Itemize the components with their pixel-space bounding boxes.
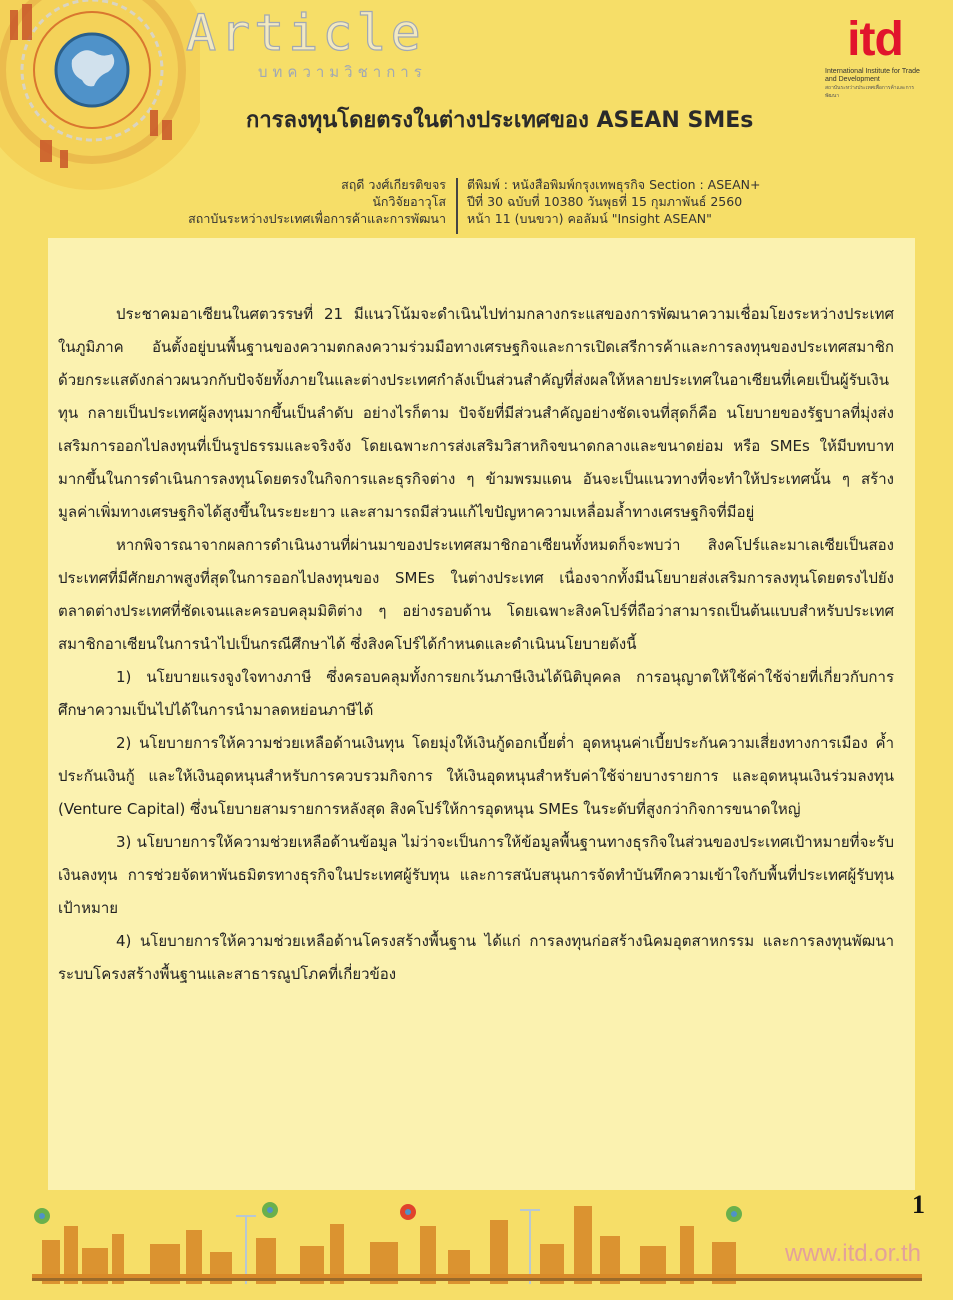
body-paragraph: 1) นโยบายแรงจูงใจทางภาษี ซึ่งครอบคลุมทั้งการยกเว้นภาษีเงินได้นิติบุคคล การอนุญาตให้ใช้ค่าใช้จ่ายที่เกี่ยวกับการศึกษาความเป็นไปได้ในการนำมาลดหย่อนภาษีได้ xyxy=(58,668,894,719)
source-line-3: หน้า 11 (บนขวา) คอลัมน์ "Insight ASEAN" xyxy=(467,211,712,226)
page-title: การลงทุนโดยตรงในต่างประเทศของ ASEAN SMEs xyxy=(246,108,754,133)
body-paragraph: 2) นโยบายการให้ความช่วยเหลือด้านเงินทุน โดยมุ่งให้เงินกู้ดอกเบี้ยต่ำ อุดหนุนค่าเบี้ยประกันความเสี่ยงทางการเมือง ค้ำประกันเงินกู้ และให้เงินอุดหนุนสำหรับการควบรวมกิจการ ให้เงินอุดหนุนสำหรับค่าใช้จ่ายบางรายการ และอุดหนุนเงินร่วมลงทุน (Venture Capital) ซึ่งนโยบายสามรายการหลังสุด สิงคโปร์ให้การอุดหนุน SMEs ในระดับที่สูงกว่ากิจการขนาดใหญ่ xyxy=(58,734,894,818)
author-position: นักวิจัยอาวุโส xyxy=(372,194,446,209)
logo-wordmark: itd xyxy=(847,13,903,66)
author-organization: สถาบันระหว่างประเทศเพื่อการค้าและการพัฒนา xyxy=(188,211,446,226)
logo-subtitle: International Institute for Trade and Development xyxy=(825,68,920,83)
author-name: สฤดี วงศ์เกียรติขจร xyxy=(341,177,446,192)
byline-divider xyxy=(456,178,458,234)
website-link[interactable]: www.itd.or.th xyxy=(784,1240,921,1267)
article-body xyxy=(58,298,894,991)
corner-globe-decoration xyxy=(0,0,200,190)
byline xyxy=(120,176,446,227)
body-paragraph: 4) นโยบายการให้ความช่วยเหลือด้านโครงสร้างพื้นฐาน ได้แก่ การลงทุนก่อสร้างนิคมอุตสาหกรรม และการลงทุนพัฒนาระบบโครงสร้างพื้นฐานและสาธารณูปโภคที่เกี่ยวข้อง xyxy=(58,932,894,983)
article-heading-word: Article xyxy=(186,4,425,62)
page-number: 1 xyxy=(912,1190,925,1219)
publication-source xyxy=(467,176,927,227)
logo-tagline: สถาบันระหว่างประเทศเพื่อการค้าและการพัฒนา xyxy=(825,85,915,99)
body-paragraph: หากพิจารณาจากผลการดำเนินงานที่ผ่านมาของประเทศสมาชิกอาเซียนทั้งหมดก็จะพบว่า สิงคโปร์และมาเลเซียเป็นสองประเทศที่มีศักยภาพสูงที่สุดในการออกไปลงทุนของ SMEs ในต่างประเทศ เนื่องจากทั้งมีนโยบายส่งเสริมการลงทุนโดยตรงไปยังตลาดต่างประเทศที่ชัดเจนและครอบคลุมมิติต่าง ๆ อย่างรอบด้าน โดยเฉพาะสิงคโปร์ที่ถือว่าสามารถเป็นต้นแบบสำหรับประเทศสมาชิกอาเซียนในการนำไปเป็นกรณีศึกษาได้ ซึ่งสิงคโปร์ได้กำหนดและดำเนินนโยบายดังนี้ xyxy=(58,536,894,653)
source-line-2: ปีที่ 30 ฉบับที่ 10380 วันพุธที่ 15 กุมภาพันธ์ 2560 xyxy=(467,194,743,209)
article-subheading: บทความวิชาการ xyxy=(258,63,427,81)
source-line-1: ตีพิมพ์ : หนังสือพิมพ์กรุงเทพธุรกิจ Section : ASEAN+ xyxy=(467,177,761,192)
body-paragraph: 3) นโยบายการให้ความช่วยเหลือด้านข้อมูล ไม่ว่าจะเป็นการให้ข้อมูลพื้นฐานทางธุรกิจในส่วนของประเทศเป้าหมายที่จะรับเงินลงทุน การช่วยจัดหาพันธมิตรทางธุรกิจในประเทศผู้รับทุน และการสนับสนุนการจัดทำบันทึกความเข้าใจกับพื้นที่ประเทศผู้รับทุนเป้าหมาย xyxy=(58,833,894,917)
itd-logo xyxy=(825,14,925,100)
body-paragraph: ประชาคมอาเซียนในศตวรรษที่ 21 มีแนวโน้มจะดำเนินไปท่ามกลางกระแสของการพัฒนาความเชื่อมโยงระหว่างประเทศในภูมิภาค อันตั้งอยู่บนพื้นฐานของความตกลงความร่วมมือทางเศรษฐกิจและการเปิดเสรีการค้าและการลงทุนของประเทศสมาชิก ด้วยกระแสดังกล่าวผนวกกับปัจจัยทั้งภายในและต่างประเทศกำลังเป็นส่วนสำคัญที่ส่งผลให้หลายประเทศในอาเซียนที่เคยเป็นผู้รับเงินทุน กลายเป็นประเทศผู้ลงทุนมากขึ้นเป็นลำดับ อย่างไรก็ตาม ปัจจัยที่มีส่วนสำคัญอย่างชัดเจนที่สุดก็คือ นโยบายของรัฐบาลที่มุ่งส่งเสริมการออกไปลงทุนที่เป็นรูปธรรมและจริงจัง โดยเฉพาะการส่งเสริมวิสาหกิจขนาดกลางและขนาดย่อม หรือ SMEs ให้มีบทบาทมากขึ้นในการดำเนินการลงทุนโดยตรงในกิจการและธุรกิจต่าง ๆ ข้ามพรมแดน อันจะเป็นแนวทางที่จะทำให้ประเทศนั้น ๆ สร้างมูลค่าเพิ่มทางเศรษฐกิจได้สูงขึ้นในระยะยาว และสามารถมีส่วนแก้ไขปัญหาความเหลื่อมล้ำทางเศรษฐกิจที่มีอยู่ xyxy=(58,305,894,521)
